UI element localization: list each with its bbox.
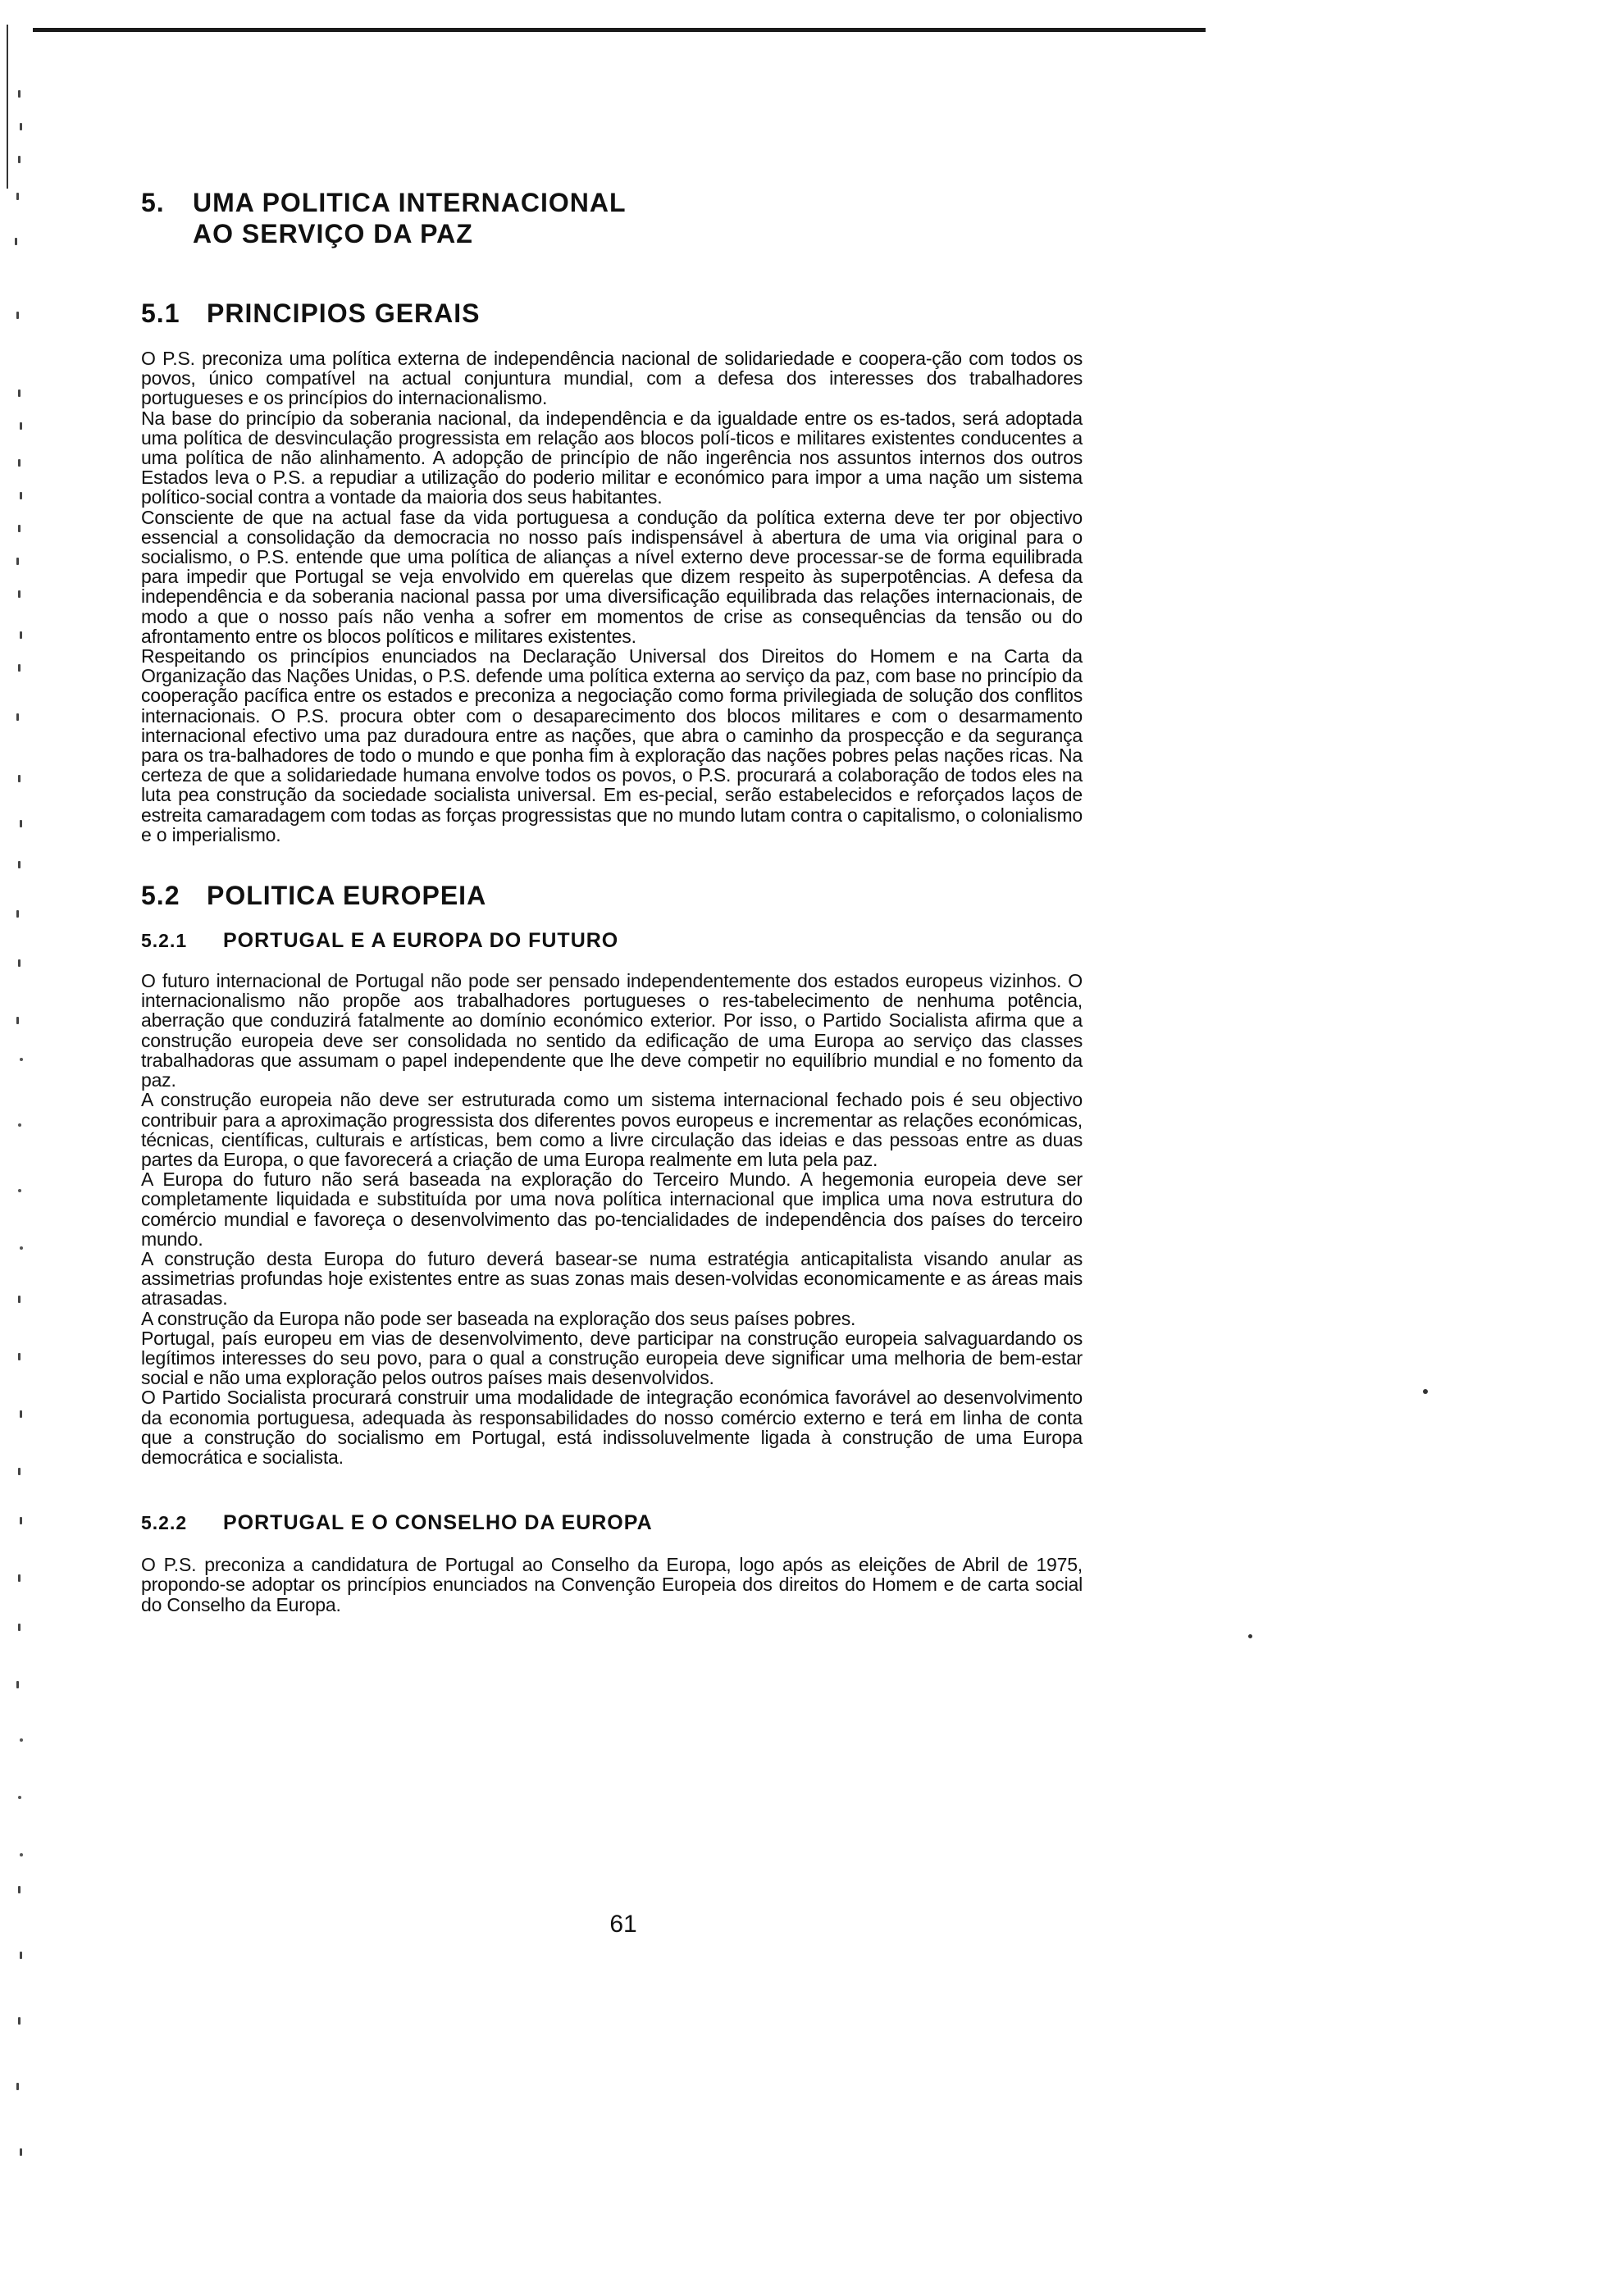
section-heading-5-2 (141, 881, 1083, 911)
subsection-title: PORTUGAL E O CONSELHO DA EUROPA (223, 1511, 653, 1535)
subsection-number: 5.2.2 (141, 1512, 188, 1534)
section-title: PRINCIPIOS GERAIS (207, 298, 481, 328)
paragraph: O P.S. preconiza a candidatura de Portugal ao Conselho da Europa, logo após as eleições de Abril de 1975, propondo-se adoptar os princípios enunciados na Convenção Europeia dos direitos do Homem e de carta social do Conselho da Europa. (141, 1554, 1083, 1615)
section-heading-5-1 (141, 298, 1083, 329)
section-5-2-1-text (141, 971, 1083, 1467)
subsection-heading-5-2-2 (141, 1511, 1083, 1535)
document-body (141, 187, 1083, 1615)
page-number: 61 (609, 1911, 637, 1938)
paragraph: A Europa do futuro não será baseada na exploração do Terceiro Mundo. A hegemonia europeia deve ser completamente liquidada e substituída por uma nova política internacional que implica uma nova estrutura do comércio mundial e favoreça o desenvolvimento das po-tencialidades de independência dos países do terceiro mundo. (141, 1168, 1083, 1250)
section-title: POLITICA EUROPEIA (207, 881, 487, 911)
chapter-title-line-2: AO SERVIÇO DA PAZ (193, 219, 473, 248)
paragraph: Na base do princípio da soberania nacional, da independência e da igualdade entre os es-tados, será adoptada uma política de desvinculação progressista em relação aos blocos polí-ticos e militares existentes conducentes a uma política de não alinhamento. A adopção de princípio de não ingerência nos assuntos internos dos outros Estados leva o P.S. a repudiar a utilização do poderio militar e económico para impor a uma nação um sistema político-social contra a vontade da maioria dos seus habitantes. (141, 407, 1083, 508)
paragraph: Respeitando os princípios enunciados na Declaração Universal dos Direitos do Homem e na Carta da Organização das Nações Unidas, o P.S. defende uma política externa ao serviço da paz, com base no princípio da cooperação pacífica entre os estados e preconiza a negociação como forma privilegiada de solução dos conflitos internacionais. O P.S. procura obter com o desaparecimento dos blocos militares e com o desarmamento internacional efectivo uma paz duradoura entre as nações, que abra o caminho da prospecção e da segurança para os tra-balhadores de todo o mundo e que ponha fim à exploração das nações pobres pelas nações ricas. Na certeza de que a solidariedade humana envolve todos os povos, o P.S. procurará a colaboração de todos eles na luta pea construção da sociedade socialista universal. Em es-pecial, serão estabelecidos e reforçados laços de estreita camaradagem com todas as forças progressistas que no mundo lutam contra o capitalismo, o colonialismo e o imperialismo. (141, 645, 1083, 845)
top-border-rule (33, 28, 1206, 32)
subsection-title: PORTUGAL E A EUROPA DO FUTURO (223, 929, 619, 953)
chapter-number: 5. (141, 188, 165, 217)
paragraph: Consciente de que na actual fase da vida portuguesa a condução da política externa deve ter por objectivo essencial a consolidação da democracia no nosso país indispensável à abertura de uma via original para o socialismo, o P.S. entende que uma política de alianças a nível externo deve processar-se de forma equilibrada para impedir que Portugal se veja envolvido em querelas que dizem respeito às superpotências. A defesa da independência e da soberania nacional passa por uma diversificação equilibrada das relações internacionais, de modo a que o nosso país não venha a sofrer em momentos de crise as consequências da tensão ou do afrontamento entre os blocos políticos e militares existentes. (141, 506, 1083, 647)
paragraph: O Partido Socialista procurará construir uma modalidade de integração económica favorável ao desenvolvimento da economia portuguesa, adequada às responsabilidades do nosso comércio externo e terá em linha de conta que a construção do socialismo em Portugal, está indissoluvelmente ligada à construção de uma Europa democrática e socialista. (141, 1387, 1083, 1468)
section-number: 5.2 (141, 881, 180, 911)
paragraph: Portugal, país europeu em vias de desenvolvimento, deve participar na construção europeia salvaguardando os legítimos interesses do seu povo, para o qual a construção europeia deve significar uma melhoria de bem-estar social e não uma exploração pelos outros países mais desenvolvidos. (141, 1327, 1083, 1389)
paragraph: A construção europeia não deve ser estruturada como um sistema internacional fechado pois é seu objectivo contribuir para a aproximação progressista dos diferentes povos europeus e incrementar as relações económicas, técnicas, científicas, culturais e artísticas, bem como a livre circulação das ideias e das pessoas entre as duas partes da Europa, o que favorecerá a criação de uma Europa realmente em luta pela paz. (141, 1089, 1083, 1170)
section-number: 5.1 (141, 298, 180, 328)
scan-margin-marks (0, 0, 74, 2296)
chapter-title-line-1: UMA POLITICA INTERNACIONAL (193, 188, 627, 217)
paragraph: O P.S. preconiza uma política externa de independência nacional de solidariedade e coopera-ção com todos os povos, único compatível na actual conjuntura mundial, com a defesa dos interesses dos trabalhadores portugueses e os princípios do internacionalismo. (141, 348, 1083, 409)
subsection-number: 5.2.1 (141, 930, 188, 952)
section-5-1-text (141, 348, 1083, 845)
paragraph: A construção desta Europa do futuro deverá basear-se numa estratégia anticapitalista visando anular as assimetrias profundas hoje existentes entre as suas zonas mais desen-volvidas economicamente e as áreas mais atrasadas. (141, 1247, 1083, 1310)
paragraph: O futuro internacional de Portugal não pode ser pensado independentemente dos estados europeus vizinhos. O internacionalismo não propõe aos trabalhadores portugueses o res-tabelecimento de nenhuma potência, aberração que conduzirá fatalmente ao domínio económico exterior. Por isso, o Partido Socialista afirma que a construção europeia deve ser consolidada no sentido da edificação de uma Europa ao serviço das classes trabalhadoras que assumam o papel independente que lhe deve competir no equilíbrio mundial e no fomento da paz. (141, 970, 1083, 1091)
paragraph: A construção da Europa não pode ser baseada na exploração dos seus países pobres. (141, 1307, 856, 1329)
scan-speck (1248, 1634, 1252, 1638)
subsection-heading-5-2-1 (141, 929, 1083, 953)
chapter-title (141, 187, 1083, 249)
scan-speck (1423, 1389, 1428, 1394)
section-5-2-2-text (141, 1555, 1083, 1615)
